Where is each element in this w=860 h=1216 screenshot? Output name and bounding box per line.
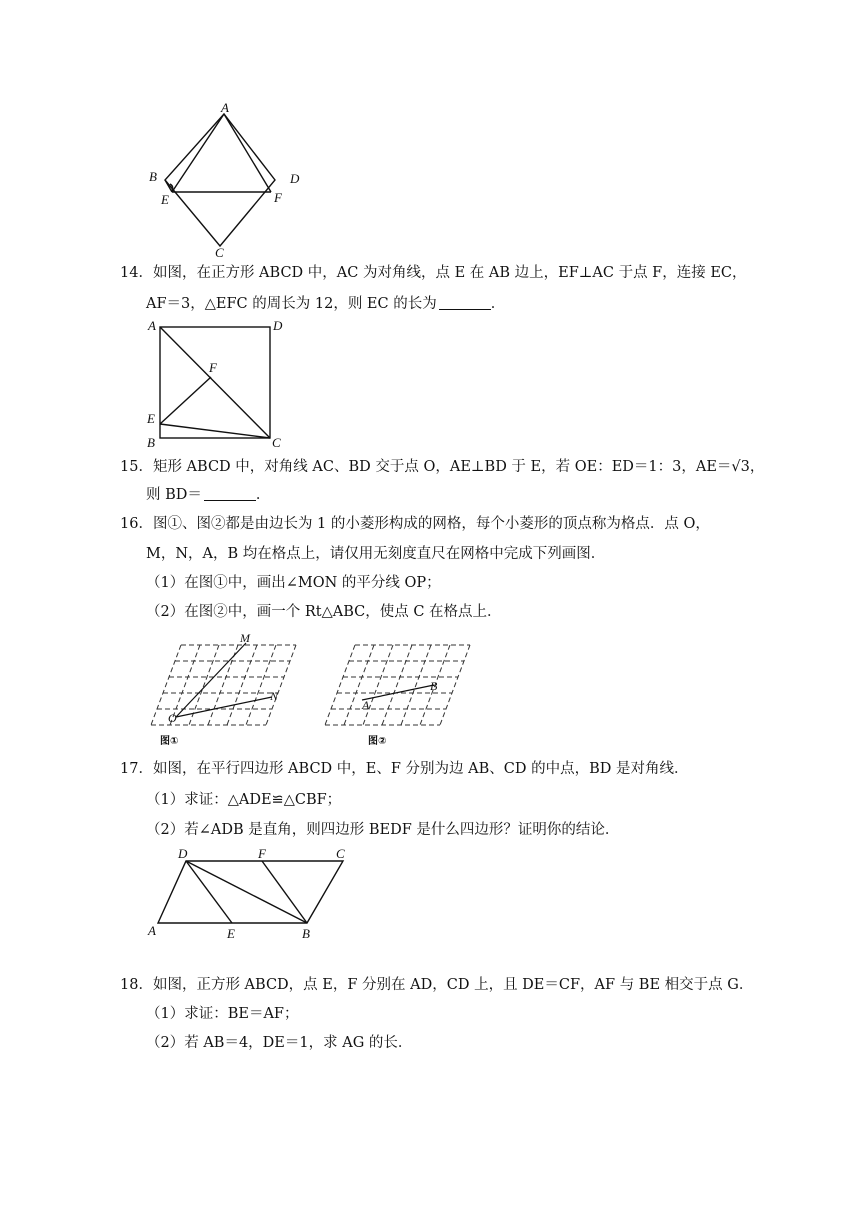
figure-q14 (140, 316, 295, 451)
q18-part2: （2）若 AB＝4，DE＝1，求 AG 的长． (146, 1035, 413, 1051)
label-B: B (149, 169, 157, 184)
label-D: D (273, 318, 283, 333)
figure-q16-grid2 (322, 630, 482, 748)
label-C: C (272, 435, 281, 450)
q17-line1: 17．如图，在平行四边形 ABCD 中，E、F 分别为边 AB、CD 的中点，BD 是对角线． (120, 761, 689, 777)
q18-line1: 18．如图，正方形 ABCD，点 E，F 分别在 AD，CD 上，且 DE＝CF，AF 与 BE 相交于点 G． (120, 977, 754, 993)
q16-line2: M，N，A，B 均在格点上，请仅用无刻度直尺在网格中完成下列画图． (146, 546, 606, 562)
label-A: A (362, 698, 370, 712)
q16-line1: 16．图①、图②都是由边长为 1 的小菱形构成的网格，每个小菱形的顶点称为格点．点 O， (120, 516, 710, 532)
caption-fig1: 图① (160, 736, 179, 747)
label-E: E (147, 411, 155, 426)
label-A: A (221, 100, 229, 115)
answer-blank (204, 486, 256, 501)
q14-line2: AF＝3，△EFC 的周长为 12，则 EC 的长为 ． (146, 296, 506, 312)
q14-line2-text: AF＝3，△EFC 的周长为 12，则 EC 的长为 (146, 296, 437, 312)
q15-line1: 15．矩形 ABCD 中，对角线 AC、BD 交于点 O，AE⊥BD 于 E，若 OE：ED＝1：3，AE＝√3， (120, 459, 765, 475)
q14-line1: 14．如图，在正方形 ABCD 中，AC 为对角线，点 E 在 AB 边上，EF⊥AC 于点 F，连接 EC， (120, 265, 747, 281)
label-B: B (147, 435, 155, 450)
label-B: B (302, 926, 310, 941)
label-O: O (168, 711, 177, 725)
q17-part1: （1）求证：△ADE≌△CBF； (146, 792, 342, 808)
q16-part1: （1）在图①中，画出∠MON 的平分线 OP； (146, 575, 441, 591)
label-E: E (161, 192, 169, 207)
q18-part1: （1）求证：BE＝AF； (146, 1006, 299, 1022)
q17-part2: （2）若∠ADB 是直角，则四边形 BEDF 是什么四边形？证明你的结论． (146, 822, 620, 838)
q15-line2: 则 BD＝ ． (146, 487, 271, 503)
caption-fig2: 图② (368, 736, 387, 747)
label-F: F (258, 846, 266, 861)
label-M: M (240, 631, 250, 645)
figure-q17 (140, 842, 360, 942)
label-C: C (215, 245, 224, 260)
label-D: D (290, 171, 300, 186)
label-A: A (148, 318, 156, 333)
q16-part2: （2）在图②中，画一个 Rt△ABC，使点 C 在格点上． (146, 604, 502, 620)
label-N: N (270, 689, 279, 703)
q15-line2-text: 则 BD＝ (146, 487, 202, 503)
label-C: C (336, 846, 345, 861)
label-B: B (430, 679, 438, 693)
figure-q16-grid1 (148, 630, 308, 748)
label-D: D (178, 846, 188, 861)
answer-blank (439, 295, 491, 310)
label-F: F (209, 360, 217, 375)
label-F: F (274, 190, 282, 205)
label-E: E (227, 926, 235, 941)
label-A: A (148, 923, 156, 938)
figure-q13 (140, 100, 310, 260)
